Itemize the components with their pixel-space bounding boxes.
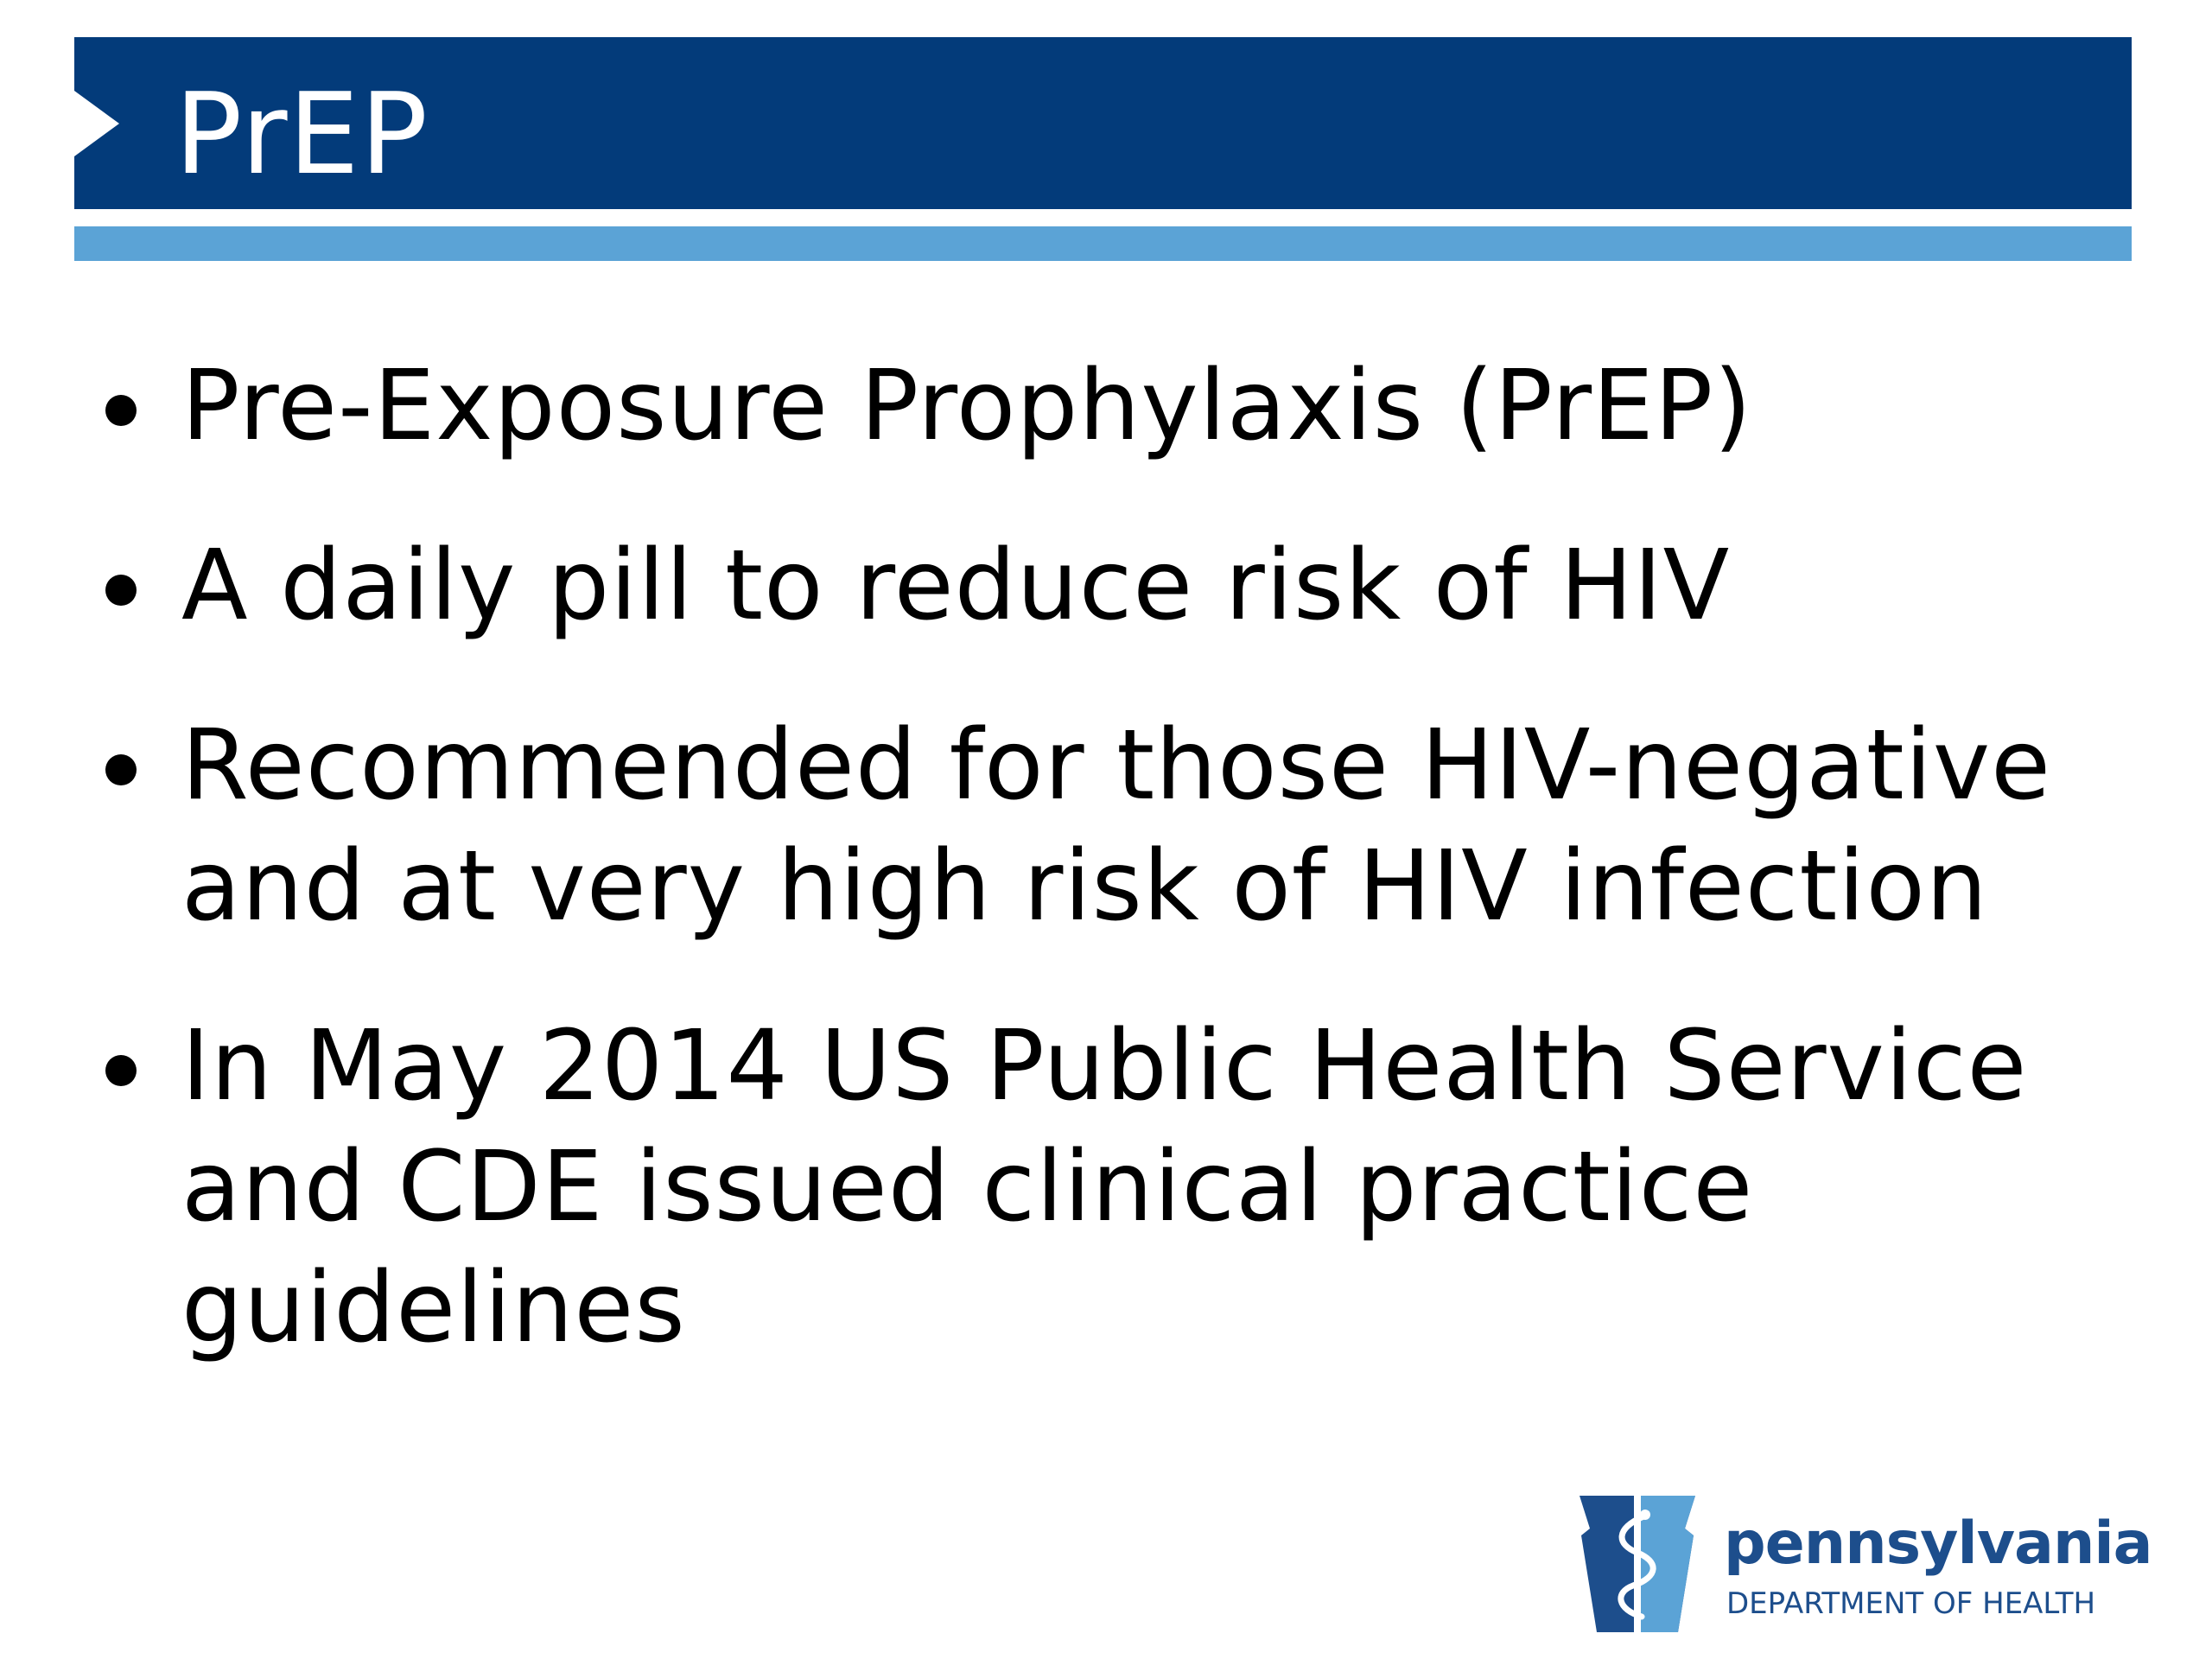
- bullet-item: [95, 525, 2152, 646]
- bullet-dot-icon: [105, 575, 137, 606]
- logo-name: pennsylvania: [1724, 1510, 2152, 1578]
- chevron-right-icon: [74, 91, 119, 156]
- slide-title: PrEP: [175, 68, 429, 200]
- bullet-list: [95, 346, 2152, 1427]
- bullet-text: Recommended for those HIV-negative and at very high risk of HIV infection: [181, 709, 2052, 943]
- bullet-item: [95, 705, 2152, 947]
- accent-bar: [74, 226, 2132, 261]
- bullet-text: A daily pill to reduce risk of HIV: [181, 530, 1731, 642]
- bullet-item: [95, 346, 2152, 467]
- bullet-text: In May 2014 US Public Health Service and CDE issued clinical practice guidelines: [181, 1010, 2028, 1364]
- logo-subtitle: DEPARTMENT OF HEALTH: [1726, 1586, 2096, 1621]
- bullet-dot-icon: [105, 754, 137, 785]
- bullet-item: [95, 1006, 2152, 1369]
- bullet-text: Pre-Exposure Prophylaxis (PrEP): [181, 350, 1753, 462]
- bullet-dot-icon: [105, 395, 137, 426]
- keystone-logo-icon: [1564, 1491, 1711, 1637]
- bullet-dot-icon: [105, 1055, 137, 1086]
- pa-health-logo: [1564, 1491, 2152, 1637]
